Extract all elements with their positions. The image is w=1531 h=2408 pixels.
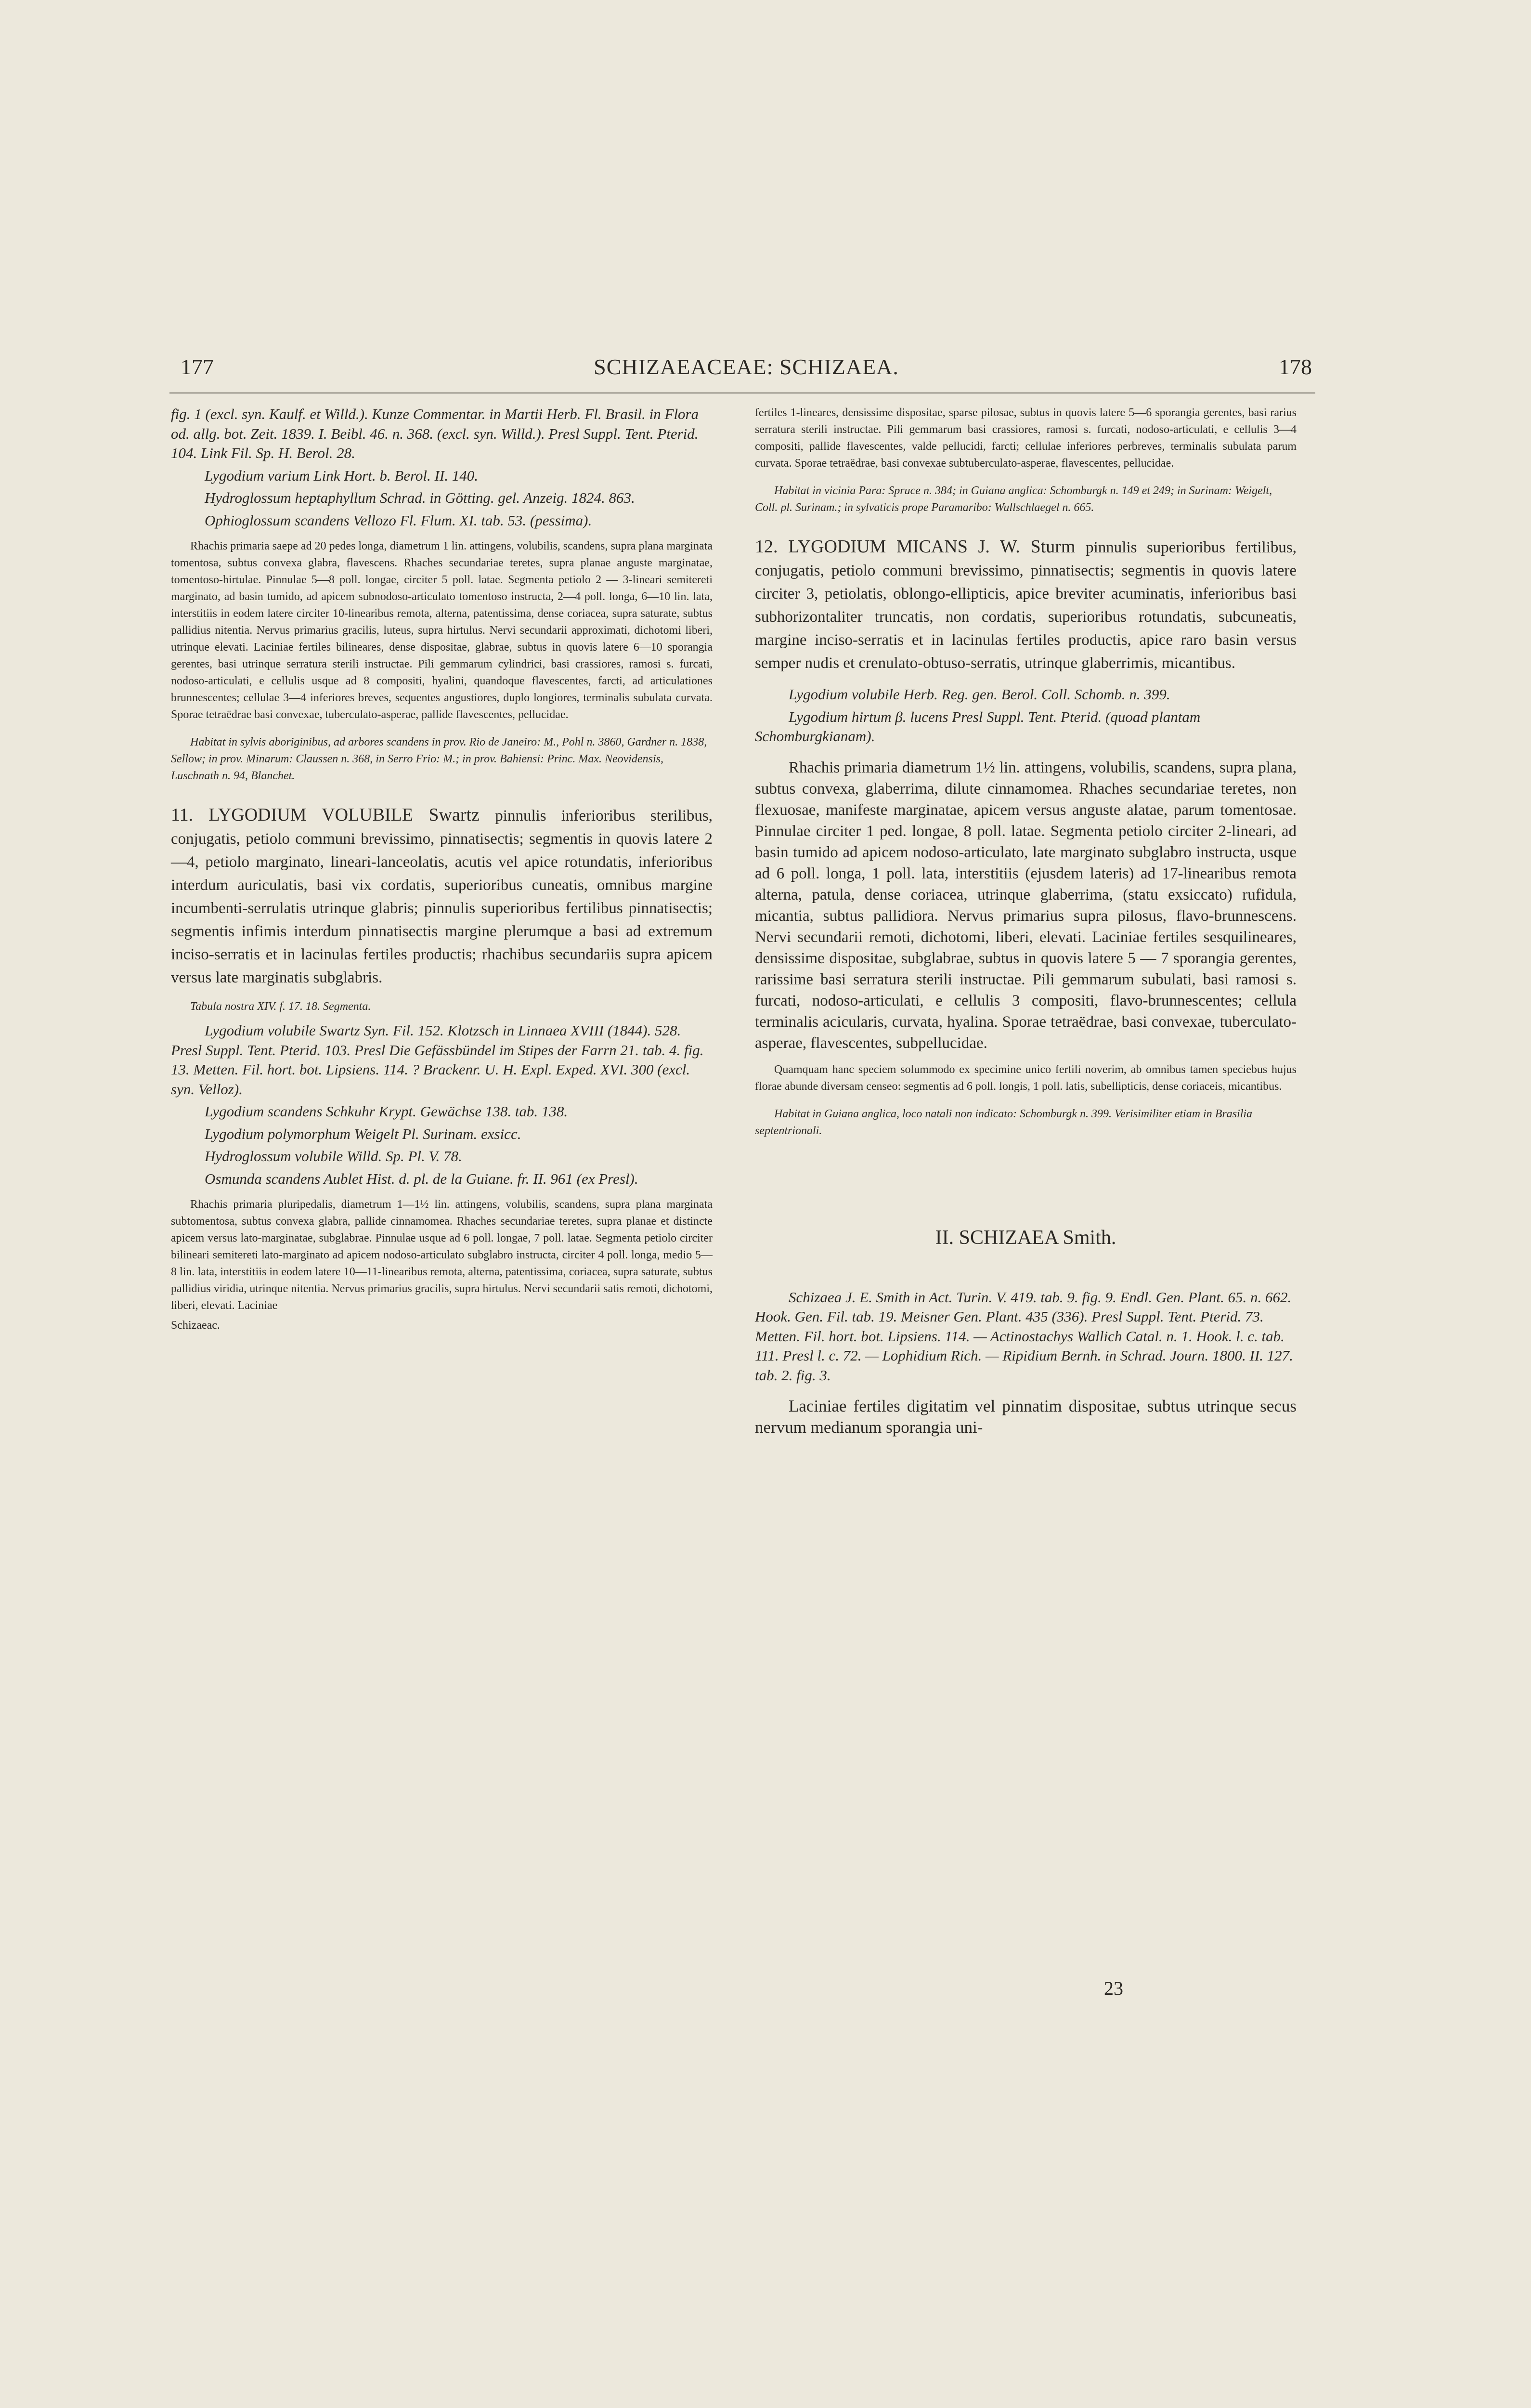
species-12-diagnosis: pinnulis superioribus fertilibus, conjugatis, petiolo communi brevissimo, pinnatisectis; segmentis in quovis latere circiter 3, petiolatis, oblongo-ellipticis, apice breviter acuminatis, inferioribus basi subhorizontaliter truncatis, non cordatis, superioribus rotundatis, subcuneatis, margine inciso-serratis et in lacinulas fertiles productis, apice raro basin versus semper nudis et crenulato-obtuso-serratis, utrinque glaberrimis, micantibus.: [755, 539, 1297, 672]
citation: Ophioglossum scandens Vellozo Fl. Flum. XI. tab. 53. (pessima).: [205, 511, 592, 529]
citation: fig. 1 (excl. syn. Kaulf. et Willd.). Kunze Commentar. in Martii Herb. Fl. Brasil. in Flora od. allg. bot. Zeit. 1839. I. Beibl. 46. n. 368. (excl. syn. Willd.). Presl Suppl. Tent. Pterid. 104. Link Fil. Sp. H. Berol. 28.: [171, 406, 699, 461]
habitat-note: Habitat in vicinia Para: Spruce n. 384; in Guiana anglica: Schomburgk n. 149 et 249; in Surinam: Weigelt, Coll. pl. Surinam.; in sylvaticis prope Paramaribo: Wullschlaegel n. 665.: [755, 484, 1272, 514]
genus-description: Laciniae fertiles digitatim vel pinnatim dispositae, subtus utrinque secus nervum medianum sporangia uni-: [755, 1397, 1297, 1437]
signature-mark: 23: [1104, 1977, 1123, 1999]
page-number-right: 178: [1279, 354, 1312, 379]
description-continuation: fertiles 1-lineares, densissime dispositae, sparse pilosae, subtus in quovis latere 5—6 sporangia gerentes, basi rarius serratura sterili instructae. Pili gemmarum basi crassiores, ramosi s. furcati, nodoso-articulati, e cellulis 3—4 compositi, pallide flavescentes, valde pellucidi, farcti; cellulae inferiores perbreves, terminalis subulata parum curvata. Sporae tetraëdrae, basi convexae subtuberculato-asperae, flavescentes, pellucidae.: [755, 406, 1297, 470]
citation: Lygodium volubile Swartz Syn. Fil. 152. Klotzsch in Linnaea XVIII (1844). 528. Presl Suppl. Tent. Pterid. 103. Presl Die Gefässbündel im Stipes der Farrn 21. tab. 4. fig. 13. Metten. Fil. hort. bot. Lipsiens. 114. ? Brackenr. U. H. Expl. Exped. XVI. 300 (excl. syn. Velloz).: [171, 1022, 704, 1098]
species-12-heading: [755, 536, 1297, 674]
plate-reference: Tabula nostra XIV. f. 17. 18. Segmenta.: [190, 1000, 371, 1013]
description-paragraph: Rhachis primaria saepe ad 20 pedes longa, diametrum 1 lin. attingens, volubilis, scandens, supra plana marginata tomentosa, subtus convexa glabra, flavescens. Rhaches secundariae teretes, supra planae anguste marginatae, tomentoso-hirtulae. Pinnulae 5—8 poll. longae, circiter 5 poll. latae. Segmenta petiolo 2 — 3-lineari semitereti marginato, ad basin tumido, ad apicem subnodoso-articulato tomentoso instructa, 2—4 poll. longa, 6—10 lin. lata, interstitiis in eodem latere circiter 10-linearibus remota, alterna, patentissima, dense coriacea, supra saturate, subtus pallidius nitentia. Nervus primarius gracilis, luteus, supra hirtulus. Nervi secundarii approximati, dichotomi liberi, utrinque elevati. Laciniae fertiles bilineares, dense dispositae, glabrae, subtus in quovis latere 6—10 sporangia gerentes, basi utrinque serratura sterili instructae. Pili gemmarum cylindrici, basi crassiores, ramosi s. furcati, nodoso-articulati, e cellulis usque ad 8 compositi, hyalini, quandoque flavescentes, farcti, ad articulationes brunnescentes; cellulae 3—4 inferiores breves, sequentes angustiores, duplo longiores, terminalis subulata curvata. Sporae tetraëdrae basi convexae, tuberculato-asperae, pallide flavescentes, pellucidae.: [171, 540, 713, 721]
footer-signature: Schizaeac.: [171, 1319, 220, 1332]
running-header: [181, 354, 1312, 388]
page-number-left: 177: [181, 354, 214, 379]
left-column: [171, 405, 713, 1334]
citation: Lygodium volubile Herb. Reg. gen. Berol. Coll. Schomb. n. 399.: [789, 686, 1170, 703]
citation: Lygodium polymorphum Weigelt Pl. Surinam. exsicc.: [205, 1125, 521, 1142]
genus-heading: II. SCHIZAEA Smith.: [935, 1226, 1116, 1249]
citation: Osmunda scandens Aublet Hist. d. pl. de la Guiane. fr. II. 961 (ex Presl).: [205, 1170, 638, 1187]
citation: Lygodium varium Link Hort. b. Berol. II. 140.: [205, 467, 478, 484]
species-12-name: 12. LYGODIUM MICANS J. W. Sturm: [755, 537, 1076, 557]
note-paragraph: Quamquam hanc speciem solummodo ex specimine unico fertili noverim, ab omnibus tamen speciebus hujus florae abunde diversam censeo: segmentis ad 6 poll. longis, 1 poll. latis, subellipticis, dense coriaceis, micantibus.: [755, 1063, 1297, 1093]
description-paragraph: Rhachis primaria pluripedalis, diametrum 1—1½ lin. attingens, volubilis, scandens, supra plana marginata subtomentosa, subtus convexa glabra, pallide cinnamomea. Rhaches secundariae teretes, supra planae et distincte apicem versus lato-marginatae, subglabrae. Pinnulae usque ad 6 poll. longae, 7 poll. latae. Segmenta petiolo circiter bilineari semitereti lato-marginato ad apicem nodoso-articulato subglabro instructa, circiter 4 poll. longa, medio 5—8 lin. lata, interstitiis in eodem latere 10—11-linearibus remota, alterna, patentissima, coriacea, supra saturate, subtus pallidius viridia, utrinque nitentia. Nervus primarius gracilis, supra hirtulus. Nervi secundarii satis remoti, dichotomi, liberi, elevati. Laciniae: [171, 1198, 713, 1312]
species-11-heading: [171, 804, 713, 989]
citation: Lygodium hirtum β. lucens Presl Suppl. Tent. Pterid. (quoad plantam Schomburgkianam).: [755, 708, 1201, 745]
running-title: SCHIZAEACEAE: SCHIZAEA.: [594, 354, 899, 379]
right-column: [755, 405, 1297, 1438]
citation: Lygodium scandens Schkuhr Krypt. Gewächse 138. tab. 138.: [205, 1103, 568, 1120]
citation: Hydroglossum volubile Willd. Sp. Pl. V. 78.: [205, 1148, 462, 1165]
habitat-note: Habitat in Guiana anglica, loco natali non indicato: Schomburgk n. 399. Verisimiliter etiam in Brasilia septentrionali.: [755, 1107, 1253, 1137]
species-11-name: 11. LYGODIUM VOLUBILE Swartz: [171, 805, 480, 825]
habitat-note: Habitat in sylvis aboriginibus, ad arbores scandens in prov. Rio de Janeiro: M., Pohl n. 3860, Gardner n. 1838, Sellow; in prov. Minarum: Claussen n. 368, in Serro Frio: M.; in prov. Bahiensi: Princ. Max. Neovidensis, Luschnath n. 94, Blanchet.: [171, 736, 707, 782]
species-11-diagnosis: pinnulis inferioribus sterilibus, conjugatis, petiolo communi brevissimo, pinnatisectis; segmentis in quovis latere 2—4, petiolo marginato, lineari-lanceolatis, acutis vel apice rotundatis, inferioribus interdum auriculatis, basi vix cordatis, superioribus cuneatis, omnibus margine incumbenti-serrulatis utrinque glabris; pinnulis superioribus fertilibus pinnatisectis; segmentis infimis interdum pinnatisectis margine plerumque a basi ad extremum inciso-serratis et in lacinulas fertiles productis; rhachibus secundariis supra apicem versus late marginatis subglabris.: [171, 807, 713, 986]
description-paragraph: Rhachis primaria diametrum 1½ lin. attingens, volubilis, scandens, supra plana, subtus convexa, glaberrima, dilute cinnamomea. Rhaches secundariae teretes, non flexuosae, manifeste marginatae, apicem versus anguste alatae, parum tomentosae. Pinnulae circiter 1 ped. longae, 8 poll. latae. Segmenta petiolo circiter 2-lineari, ad basin tumido ad apicem nodoso-articulato, late marginato subglabro instructa, usque ad 6 poll. longa, 1 poll. lata, interstitiis (ejusdem lateris) ad 17-linearibus remota alterna, patula, dense coriacea, utrinque glaberrima, (statu exsiccato) rufidula, micantia, subtus pallidiora. Nervus primarius supra pilosus, flavo-brunnescens. Nervi secundarii remoti, dichotomi, liberi, elevati. Laciniae fertiles sesquilineares, densissime dispositae, subglabrae, subtus in quovis latere 5 — 7 sporangia gerentes, rarissime basi serratura sterili instructae. Pili gemmarum subulati, basi ramosi s. furcati, nodoso-articulati, e cellulis 3 compositi, flavo-brunnescentes; cellula terminalis acicularis, curvata, hyalina. Sporae tetraëdrae, basi convexae, tuberculato-asperae, flavescentes, subpellucidae.: [755, 759, 1297, 1052]
genus-citations: Schizaea J. E. Smith in Act. Turin. V. 419. tab. 9. fig. 9. Endl. Gen. Plant. 65. n. 662. Hook. Gen. Fil. tab. 19. Meisner Gen. Plant. 435 (336). Presl Suppl. Tent. Pterid. 73. Metten. Fil. hort. bot. Lipsiens. 114. — Actinostachys Wallich Catal. n. 1. Hook. l. c. tab. 111. Presl l. c. 72. — Lophidium Rich. — Ripidium Bernh. in Schrad. Journ. 1800. II. 127. tab. 2. fig. 3.: [755, 1288, 1293, 1384]
citation: Hydroglossum heptaphyllum Schrad. in Götting. gel. Anzeig. 1824. 863.: [205, 489, 635, 506]
